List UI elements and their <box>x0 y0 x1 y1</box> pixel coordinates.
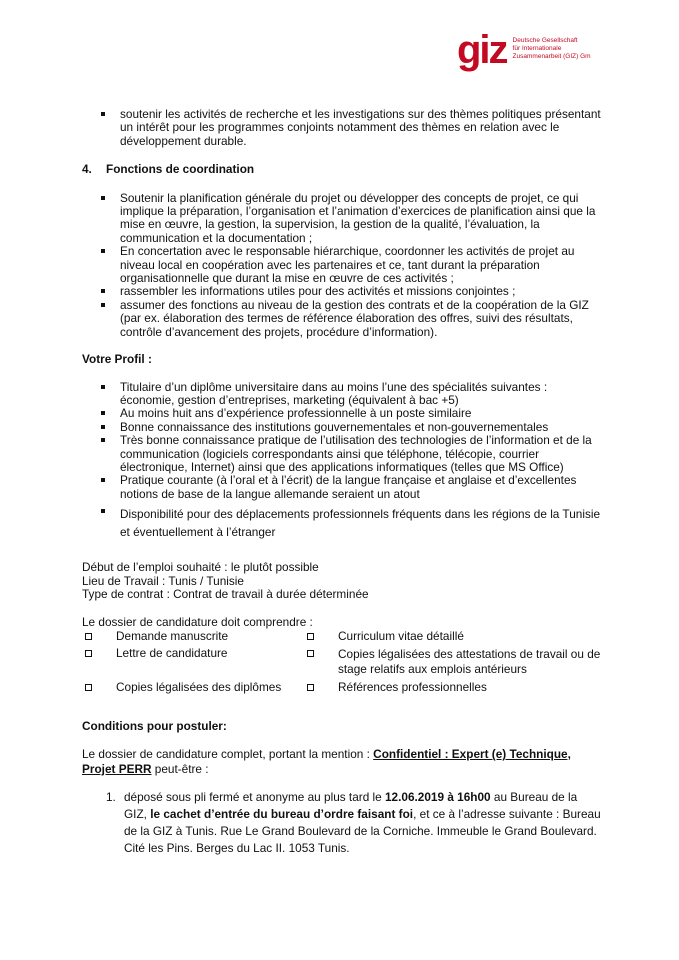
logo-line-2: für Internationale <box>512 45 562 52</box>
checklist-item <box>82 630 304 643</box>
step-text: déposé sous pli fermé et anonyme au plus tard le <box>124 790 385 804</box>
start-date: Début de l’emploi souhaité : le plutôt possible <box>82 560 319 575</box>
conditions-text <box>82 747 602 777</box>
section-title: Fonctions de coordination <box>106 162 255 177</box>
list-item: Pratique courante (à l’oral et à l’écrit) de la langue française et anglaise et d’excellentes notions de base de la langue allemande seraient un atout <box>82 474 602 501</box>
checklist-item <box>82 647 304 677</box>
section-number: 4. <box>82 162 92 177</box>
intro-bullet-list <box>82 108 602 148</box>
dossier-checklist <box>82 630 602 695</box>
checklist-label: Lettre de candidature <box>116 646 228 661</box>
checklist-label: Curriculum vitae détaillé <box>338 628 464 643</box>
checkbox-icon <box>307 633 314 640</box>
checkbox-icon <box>307 650 314 657</box>
section-4-heading <box>82 163 602 176</box>
numbered-step <box>82 789 602 857</box>
logo-line-3: Zusammenarbeit (GIZ) Gm <box>512 53 591 60</box>
checkbox-icon <box>85 650 92 657</box>
giz-logo-mark: giz <box>457 28 507 72</box>
list-item: Très bonne connaissance pratique de l’utilisation des technologies de l’information et de la communication (logiciels correspondants ainsi que téléphone, télécopie, courrier électronique, Internet) ainsi que des applications informatiques (telles que MS Office) <box>82 434 602 474</box>
dossier-intro: Le dossier de candidature doit comprendre : <box>82 615 313 630</box>
checkbox-icon <box>85 684 92 691</box>
list-item: Soutenir la planification générale du projet ou développer des concepts de projet, ce qui implique la préparation, l’organisation et l’animation d’exercices de planification ainsi que la mise en œuvre, la gestion, la supervision, la gestion de la qualité, l’évaluation, la communication et la documentation ; <box>82 192 602 246</box>
checklist-label: Copies légalisées des diplômes <box>116 680 282 695</box>
checklist-item <box>82 681 304 694</box>
profil-heading: Votre Profil : <box>82 352 152 367</box>
list-item: assumer des fonctions au niveau de la gestion des contrats et de la coopération de la GIZ (par ex. élaboration des termes de référence élaboration des offres, suivi des résultats, contrôle d’avancement des projets, procédure d’information). <box>82 299 602 339</box>
logo-line-1: Deutsche Gesellschaft <box>512 37 578 44</box>
giz-logo-text <box>513 37 673 61</box>
contract-type: Type de contrat : Contrat de travail à durée déterminée <box>82 586 369 601</box>
conditions-mention: Confidentiel : Expert (e) Technique, Projet PERR <box>82 747 571 776</box>
checklist-item <box>304 647 604 677</box>
list-item: soutenir les activités de recherche et les investigations sur des thèmes politiques présentant un intérêt pour les programmes conjoints notamment des thèmes en relation avec le développement durable. <box>82 108 602 148</box>
list-item: Bonne connaissance des institutions gouvernementales et non-gouvernementales <box>82 421 602 434</box>
document-body <box>82 108 602 857</box>
conditions-text-before: Le dossier de candidature complet, portant la mention : <box>82 747 374 761</box>
profil-bullet-list <box>82 381 602 542</box>
coordination-bullet-list <box>82 192 602 339</box>
checklist-item <box>304 681 604 694</box>
list-item: rassembler les informations utiles pour des activités et missions conjointes ; <box>82 285 602 298</box>
checklist-label: Copies légalisées des attestations de travail ou de stage relatifs aux emplois antérieurs <box>338 647 601 677</box>
deadline-date: 12.06.2019 à 16h00 <box>385 790 491 804</box>
list-item: Titulaire d’un diplôme universitaire dans au moins l’une des spécialités suivantes : économie, gestion d’entreprises, marketing (équivalent à bac +5) <box>82 381 602 408</box>
checklist-item <box>304 630 604 643</box>
list-item: En concertation avec le responsable hiérarchique, coordonner les activités de projet au niveau local en coopération avec les partenaires et ce, tant durant la préparation organisationnelle que durant la mise en œuvre de ces activités ; <box>82 245 602 285</box>
step-number: 1. <box>106 790 116 804</box>
work-location: Lieu de Travail : Tunis / Tunisie <box>82 573 244 588</box>
step-text: au Bureau de la GIZ, <box>124 790 578 821</box>
checkbox-icon <box>85 633 92 640</box>
list-item: Au moins huit ans d’expérience professionnelle à un poste similaire <box>82 407 602 420</box>
giz-logo <box>457 30 673 70</box>
conditions-text-after: peut-être : <box>151 762 209 776</box>
checklist-label: Références professionnelles <box>338 680 487 695</box>
checklist-label: Demande manuscrite <box>116 628 229 643</box>
step-text: , et ce à l’adresse suivante : Bureau de la GIZ à Tunis. Rue Le Grand Boulevard de la Corniche. Immeuble le Grand Boulevard. Cité les Pins. Berges du Lac II. 1053 Tunis. <box>124 807 601 855</box>
step-emphasis: le cachet d’entrée du bureau d’ordre faisant foi <box>150 807 414 821</box>
checkbox-icon <box>307 684 314 691</box>
list-item: Disponibilité pour des déplacements professionnels fréquents dans les régions de la Tunisie et éventuellement à l’étranger <box>82 505 602 541</box>
conditions-heading: Conditions pour postuler: <box>82 718 227 733</box>
job-info <box>82 561 602 601</box>
